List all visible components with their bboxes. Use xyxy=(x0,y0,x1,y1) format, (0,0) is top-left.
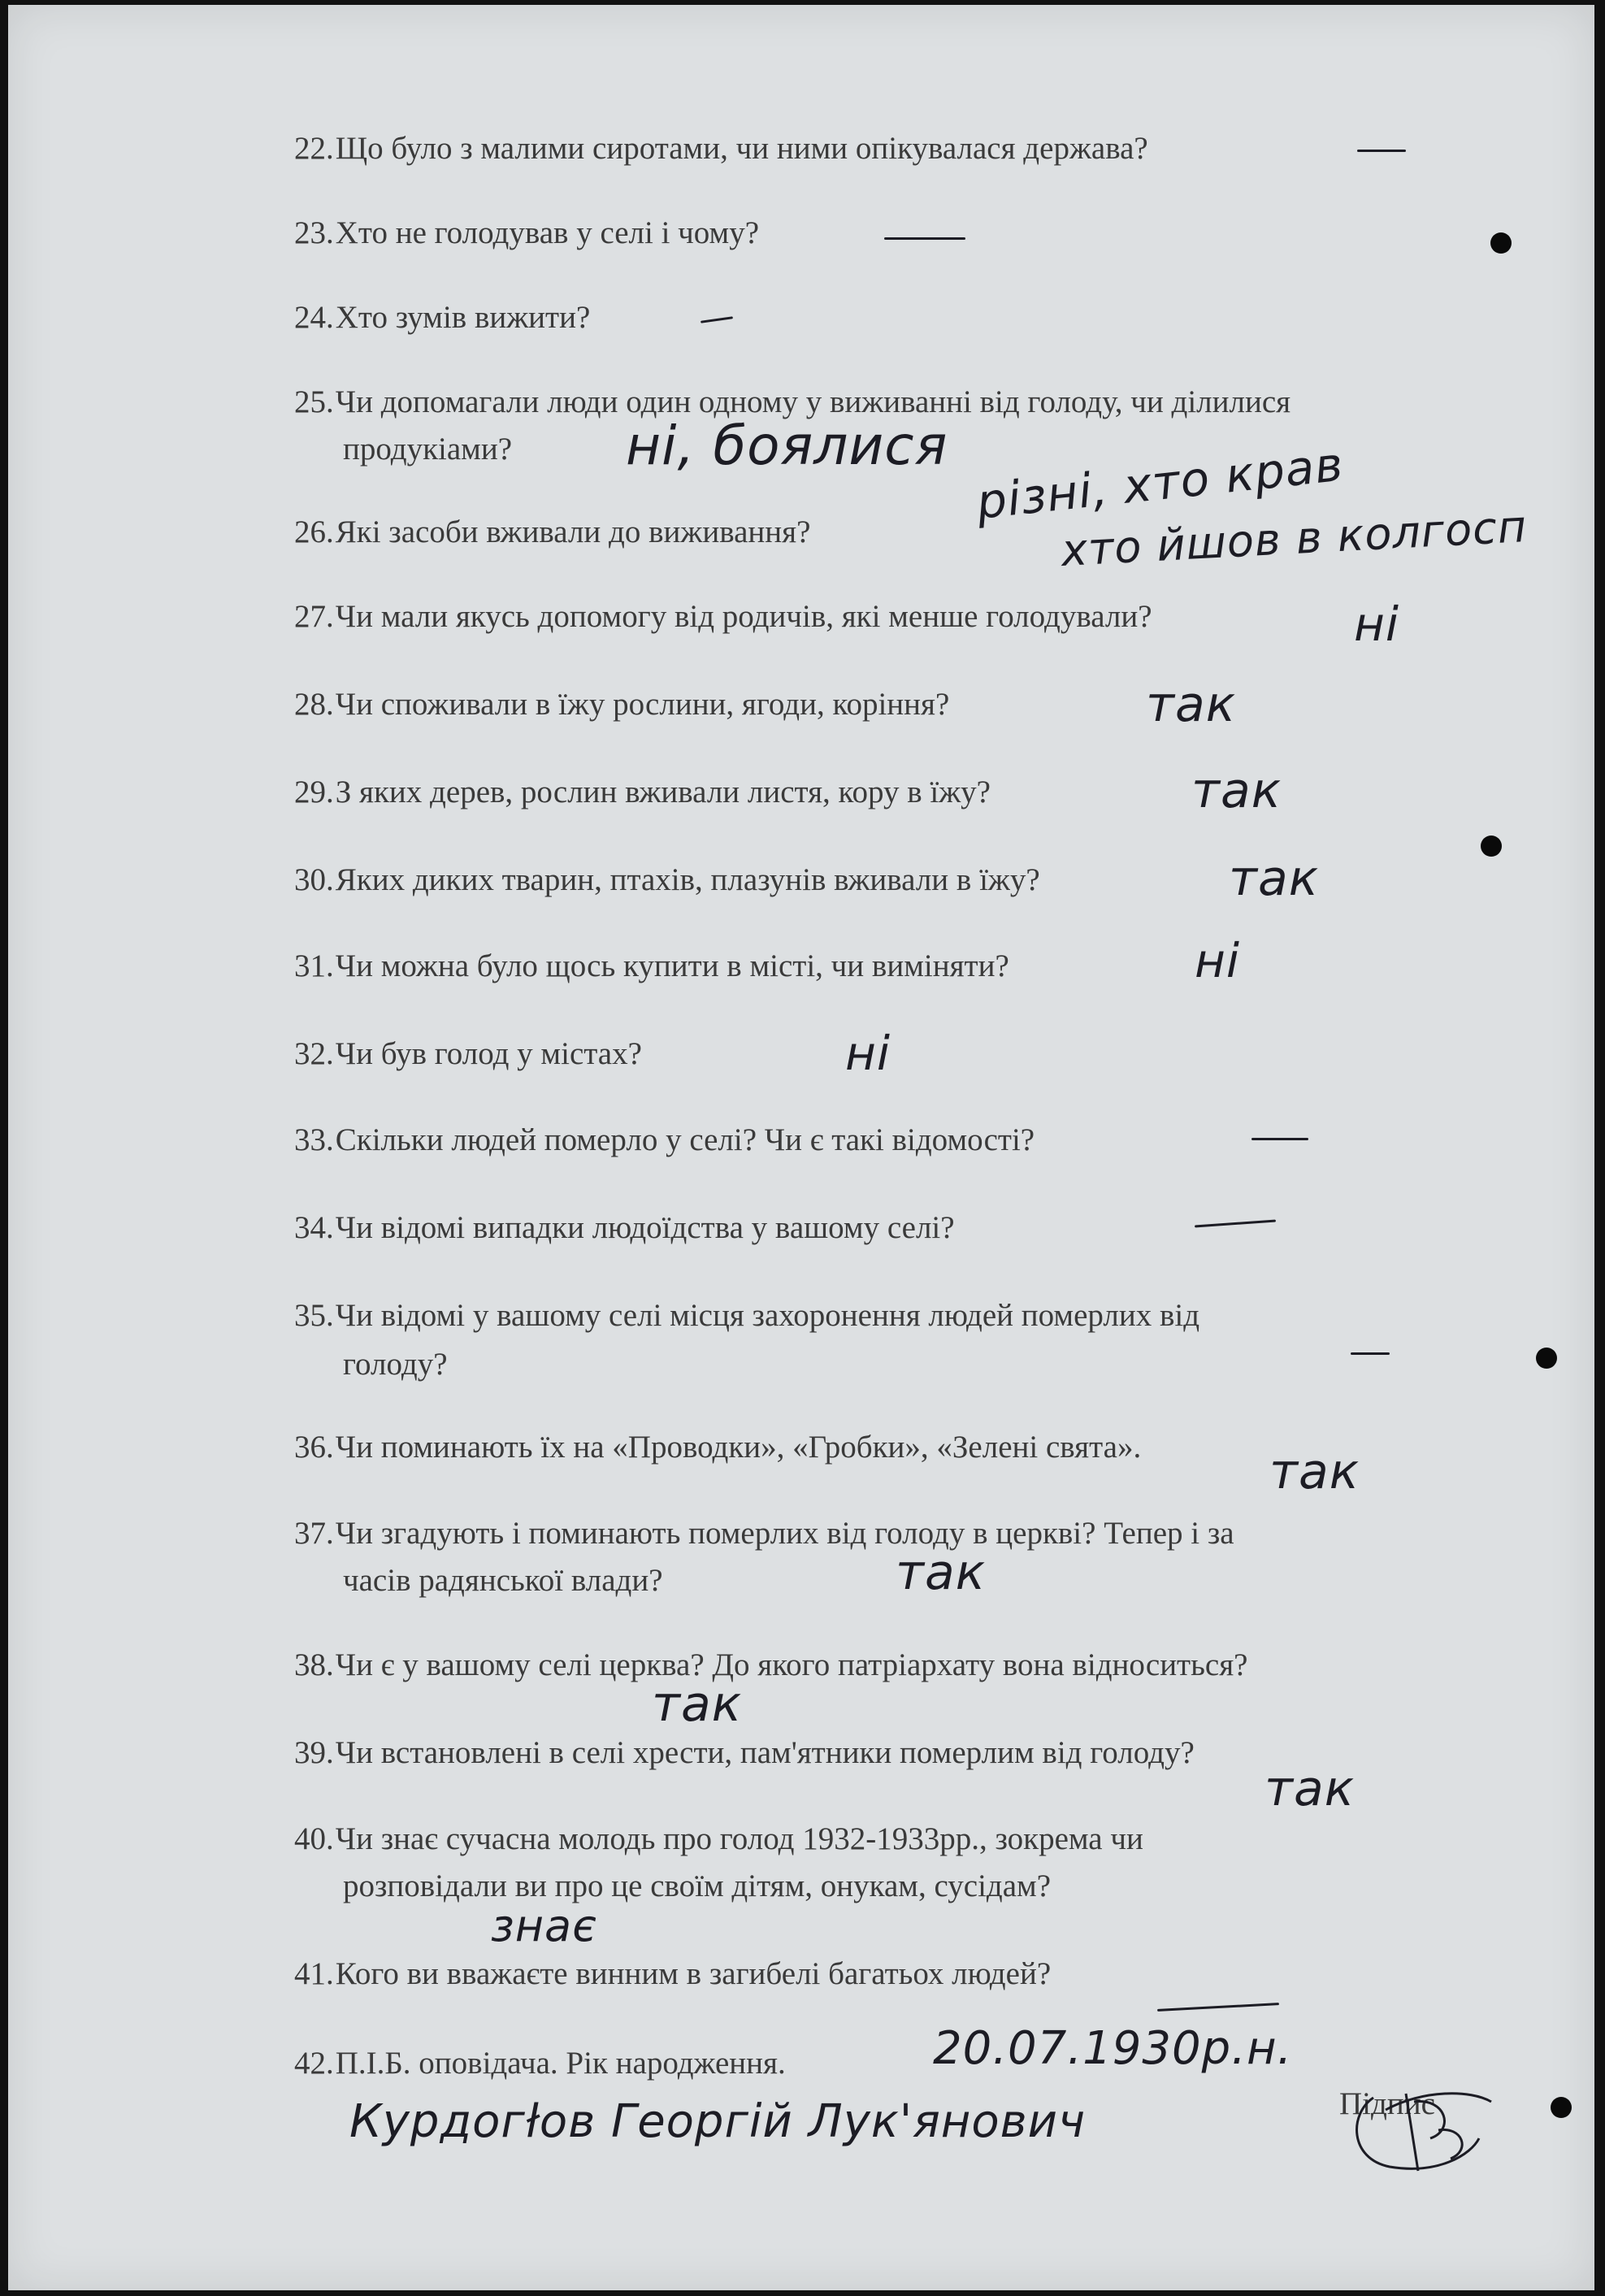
question-28: 28.Чи споживали в їжу рослини, ягоди, коріння? xyxy=(294,687,950,722)
question-37: 37.Чи згадують і поминають померлих від голоду в церкві? Тепер і за xyxy=(294,1516,1234,1551)
answer-31: ні xyxy=(1195,933,1241,988)
answer-38: так xyxy=(652,1676,742,1733)
question-27: 27.Чи мали якусь допомогу від родичів, які менше голодували? xyxy=(294,599,1152,634)
answer-27: ні xyxy=(1354,597,1400,652)
question-26: 26.Які засоби вживали до виживання? xyxy=(294,514,811,549)
answer-42-birthdate: 20.07.1930р.н. xyxy=(933,2022,1293,2075)
answer-35-dash xyxy=(1351,1352,1390,1355)
question-32: 32.Чи був голод у містах? xyxy=(294,1036,642,1071)
question-34: 34.Чи відомі випадки людоїдства у вашому селі? xyxy=(294,1210,955,1245)
question-42: 42.П.І.Б. оповідача. Рік народження. xyxy=(294,2046,786,2081)
answer-37: так xyxy=(896,1544,986,1601)
question-40-line2: розповідали ви про це своїм дітям, онукам, сусідам? xyxy=(343,1868,1052,1903)
question-37-line2: часів радянської влади? xyxy=(343,1563,663,1598)
question-25: 25.Чи допомагали люди один одному у виживанні від голоду, чи ділилися xyxy=(294,384,1291,419)
question-35-line2: голоду? xyxy=(343,1347,448,1382)
signature-label: Підпис xyxy=(1339,2086,1435,2121)
question-24: 24.Хто зумів вижити? xyxy=(294,300,591,335)
question-39: 39.Чи встановлені в селі хрести, пам'ятники померлим від голоду? xyxy=(294,1735,1195,1770)
question-41: 41.Кого ви вважаєте винним в загибелі багатьох людей? xyxy=(294,1956,1052,1991)
answer-26-line2: хто йшов в колгосп xyxy=(1060,501,1529,576)
punch-hole xyxy=(1536,1348,1557,1369)
signature-scribble xyxy=(1349,2081,1503,2179)
question-36: 36.Чи поминають їх на «Проводки», «Гробки», «Зелені свята». xyxy=(294,1430,1142,1465)
answer-28: так xyxy=(1146,676,1236,733)
punch-hole xyxy=(1490,232,1512,254)
answer-22-dash xyxy=(1357,150,1406,152)
punch-hole xyxy=(1551,2097,1572,2118)
question-31: 31.Чи можна було щось купити в місті, чи виміняти? xyxy=(294,948,1009,983)
question-29: 29.З яких дерев, рослин вживали листя, кору в їжу? xyxy=(294,775,991,809)
answer-30: так xyxy=(1229,850,1319,907)
answer-26-line1: різні, хто крав xyxy=(974,436,1347,530)
question-22: 22.Що було з малими сиротами, чи ними опікувалася держава? xyxy=(294,131,1148,166)
question-33: 33.Скільки людей померло у селі? Чи є такі відомості? xyxy=(294,1122,1035,1157)
answer-23-dash xyxy=(884,237,965,240)
question-38: 38.Чи є у вашому селі церква? До якого патріархату вона відноситься? xyxy=(294,1647,1248,1682)
answer-41-dash xyxy=(1157,2003,1279,2012)
answer-36: так xyxy=(1269,1443,1360,1500)
answer-25: ні, боялися xyxy=(626,414,948,477)
answer-42-name: Курдогłов Георгій Лук'янович xyxy=(349,2095,1087,2148)
answer-29: так xyxy=(1191,762,1282,819)
answer-32: ні xyxy=(845,1026,891,1081)
question-35: 35.Чи відомі у вашому селі місця захоронення людей померлих від xyxy=(294,1298,1200,1333)
question-40: 40.Чи знає сучасна молодь про голод 1932-1933рр., зокрема чи xyxy=(294,1821,1143,1856)
answer-33-dash xyxy=(1251,1138,1308,1140)
answer-24-dash xyxy=(701,316,733,323)
questionnaire-page xyxy=(8,5,1594,2290)
answer-34-dash xyxy=(1195,1220,1276,1228)
question-30: 30.Яких диких тварин, птахів, плазунів вживали в їжу? xyxy=(294,862,1040,897)
punch-hole xyxy=(1481,836,1502,857)
answer-39: так xyxy=(1264,1760,1355,1817)
question-25-line2: продукіами? xyxy=(343,432,513,467)
question-23: 23.Хто не голодував у селі і чому? xyxy=(294,215,760,250)
answer-40: знає xyxy=(491,1900,597,1951)
